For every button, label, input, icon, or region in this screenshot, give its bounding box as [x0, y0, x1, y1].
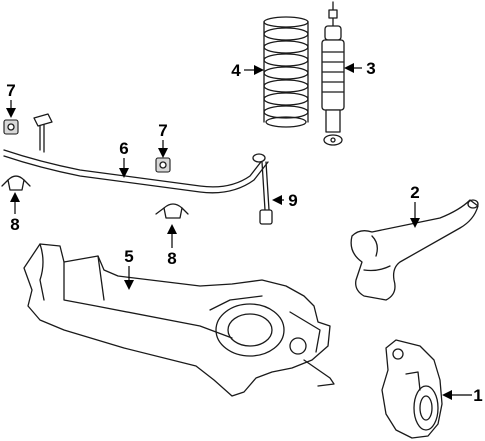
shock-absorber [322, 2, 344, 145]
callout-4: 4 [231, 61, 241, 80]
callout-8-left: 8 [10, 215, 20, 234]
callout-7-left: 7 [6, 81, 16, 100]
stabilizer-bar [4, 114, 268, 193]
stabilizer-bushing-left [4, 120, 18, 134]
stabilizer-bushing-center [156, 158, 170, 172]
axle-housing [24, 244, 334, 396]
callout-8-center: 8 [167, 249, 177, 268]
callout-1: 1 [473, 386, 483, 405]
callout-3: 3 [366, 59, 376, 78]
bushing-bracket-center [156, 204, 188, 218]
callout-9: 9 [288, 191, 298, 210]
callout-6: 6 [119, 139, 129, 158]
callout-2: 2 [410, 183, 420, 202]
callout-7-center: 7 [158, 121, 168, 140]
coil-spring [264, 17, 308, 127]
stabilizer-end-link [253, 154, 272, 224]
steering-knuckle [382, 340, 442, 438]
callout-5: 5 [124, 247, 134, 266]
bushing-bracket-left [2, 176, 30, 190]
